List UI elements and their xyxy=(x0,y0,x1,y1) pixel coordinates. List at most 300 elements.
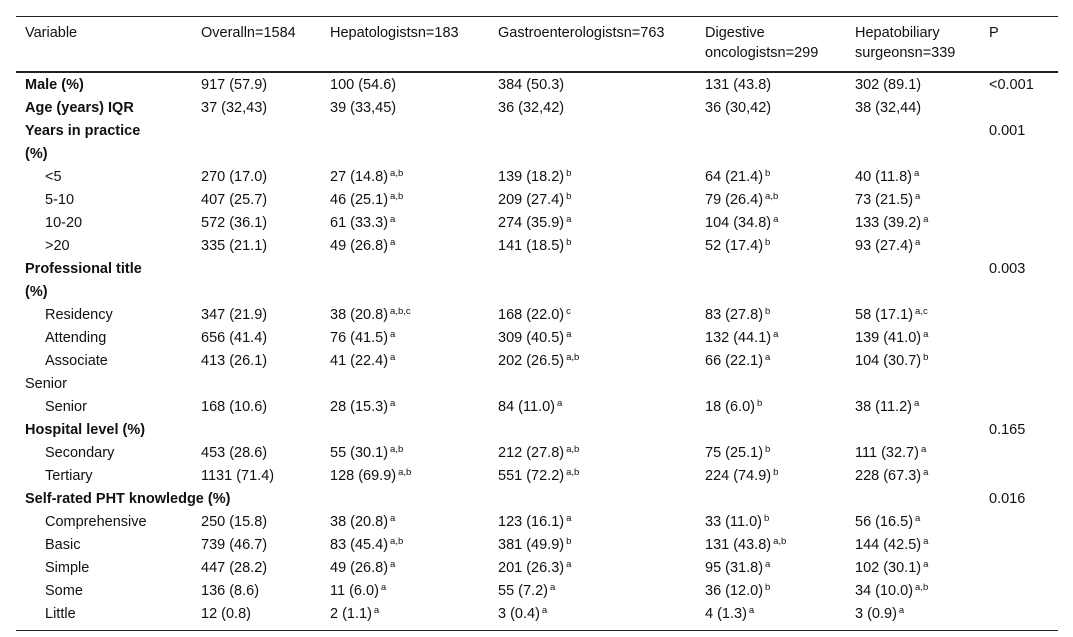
cell-p-value xyxy=(980,489,1058,512)
cell-hepatologists xyxy=(321,374,489,397)
cell-value: <0.001 xyxy=(989,77,1034,93)
cell-hepatologists xyxy=(321,466,489,489)
cell-digestive-oncologists xyxy=(696,420,846,443)
cell-value: 168 (22.0) xyxy=(498,307,565,323)
cell-value: 141 (18.5) xyxy=(498,238,565,254)
cell-digestive-oncologists xyxy=(696,512,846,535)
cell-value: 202 (26.5) xyxy=(498,353,565,369)
table-row xyxy=(16,351,1058,374)
cell-value: 453 (28.6) xyxy=(201,445,268,461)
significance-marker: a xyxy=(390,352,396,363)
cell-value: Simple xyxy=(45,560,90,576)
cell-overall xyxy=(192,581,321,604)
significance-marker: b xyxy=(756,398,763,409)
table-row xyxy=(16,374,1058,397)
cell-gastroenterologists xyxy=(489,328,696,351)
cell-variable xyxy=(16,443,192,466)
header-hepatologists: Hepatologistsn=183 xyxy=(321,17,489,73)
significance-marker: b xyxy=(765,582,771,593)
cell-overall xyxy=(192,259,321,282)
cell-hepatologists xyxy=(321,535,489,558)
cell-variable xyxy=(16,328,192,351)
cell-value: 33 (11.0) xyxy=(705,514,762,530)
cell-value: 3 (0.4) xyxy=(498,606,540,622)
significance-marker: a xyxy=(373,605,380,616)
cell-hepatobiliary-surgeons xyxy=(846,397,980,420)
significance-marker: b xyxy=(773,467,779,478)
cell-value: 83 (45.4) xyxy=(330,537,389,553)
cell-hepatobiliary-surgeons xyxy=(846,98,980,121)
cell-value: 36 (12.0) xyxy=(705,583,764,599)
cell-digestive-oncologists xyxy=(696,535,846,558)
cell-value: Professional title xyxy=(25,261,142,277)
cell-variable xyxy=(16,351,192,374)
cell-p-value xyxy=(980,72,1058,98)
cell-value: 335 (21.1) xyxy=(201,238,268,254)
cell-gastroenterologists xyxy=(489,259,696,282)
cell-value: 381 (49.9) xyxy=(498,537,565,553)
cell-digestive-oncologists xyxy=(696,167,846,190)
cell-overall xyxy=(192,98,321,121)
cell-gastroenterologists xyxy=(489,489,696,512)
cell-p-value xyxy=(980,397,1058,420)
cell-p-value xyxy=(980,282,1058,305)
cell-hepatobiliary-surgeons xyxy=(846,512,980,535)
cell-value: Some xyxy=(45,583,83,599)
significance-marker: b xyxy=(923,352,929,363)
cell-p-value xyxy=(980,259,1058,282)
significance-marker: a,b xyxy=(398,467,412,478)
significance-marker: a,b,c xyxy=(390,306,411,317)
cell-hepatologists xyxy=(321,213,489,236)
cell-value: 384 (50.3) xyxy=(498,77,565,93)
cell-overall xyxy=(192,443,321,466)
cell-value: 309 (40.5) xyxy=(498,330,565,346)
significance-marker: a,b xyxy=(566,444,580,455)
significance-marker: a xyxy=(915,237,921,248)
cell-digestive-oncologists xyxy=(696,213,846,236)
cell-p-value xyxy=(980,98,1058,121)
cell-overall xyxy=(192,305,321,328)
cell-value: 102 (30.1) xyxy=(855,560,922,576)
cell-variable xyxy=(16,558,192,581)
cell-digestive-oncologists xyxy=(696,72,846,98)
cell-overall xyxy=(192,72,321,98)
cell-overall xyxy=(192,512,321,535)
significance-marker: a xyxy=(923,467,929,478)
cell-value: 55 (7.2) xyxy=(498,583,548,599)
cell-hepatologists xyxy=(321,489,489,512)
cell-value: 201 (26.3) xyxy=(498,560,565,576)
cell-p-value xyxy=(980,121,1058,144)
table-row xyxy=(16,305,1058,328)
cell-gastroenterologists xyxy=(489,351,696,374)
cell-value: Senior xyxy=(25,376,67,392)
significance-marker: b xyxy=(566,536,572,547)
cell-value: 38 (20.8) xyxy=(330,307,389,323)
table-row xyxy=(16,282,1058,305)
header-row xyxy=(16,17,1058,73)
cell-digestive-oncologists xyxy=(696,558,846,581)
significance-marker: a xyxy=(765,559,771,570)
significance-marker: a xyxy=(923,559,929,570)
significance-marker: b xyxy=(765,306,771,317)
significance-marker: a xyxy=(566,214,572,225)
table-row xyxy=(16,535,1058,558)
cell-value: 36 (30,42) xyxy=(705,100,772,116)
cell-hepatobiliary-surgeons xyxy=(846,282,980,305)
table-container xyxy=(16,16,1058,631)
cell-value: 40 (11.8) xyxy=(855,169,912,185)
cell-overall xyxy=(192,420,321,443)
cell-value: Residency xyxy=(45,307,113,323)
cell-value: 46 (25.1) xyxy=(330,192,389,208)
cell-value: 56 (16.5) xyxy=(855,514,914,530)
cell-value: 10-20 xyxy=(45,215,83,231)
cell-digestive-oncologists xyxy=(696,236,846,259)
cell-hepatologists xyxy=(321,121,489,144)
cell-value: 64 (21.4) xyxy=(705,169,764,185)
cell-gastroenterologists xyxy=(489,466,696,489)
cell-variable xyxy=(16,397,192,420)
cell-digestive-oncologists xyxy=(696,98,846,121)
cell-p-value xyxy=(980,581,1058,604)
cell-gastroenterologists xyxy=(489,167,696,190)
cell-value: 12 (0.8) xyxy=(201,606,251,622)
cell-hepatobiliary-surgeons xyxy=(846,236,980,259)
cell-p-value xyxy=(980,512,1058,535)
significance-marker: a xyxy=(390,329,396,340)
cell-overall xyxy=(192,558,321,581)
cell-hepatologists xyxy=(321,443,489,466)
cell-gastroenterologists xyxy=(489,420,696,443)
cell-value: 250 (15.8) xyxy=(201,514,268,530)
cell-value: 274 (35.9) xyxy=(498,215,565,231)
cell-digestive-oncologists xyxy=(696,190,846,213)
cell-digestive-oncologists xyxy=(696,397,846,420)
table-row xyxy=(16,167,1058,190)
cell-value: 93 (27.4) xyxy=(855,238,914,254)
significance-marker: a xyxy=(923,214,929,225)
table-row xyxy=(16,512,1058,535)
cell-value: 212 (27.8) xyxy=(498,445,565,461)
header-overall: Overalln=1584 xyxy=(192,17,321,73)
header-hepatobiliary-surgeons: Hepatobiliary surgeonsn=339 xyxy=(846,17,980,73)
significance-marker: a xyxy=(773,214,779,225)
cell-hepatologists xyxy=(321,420,489,443)
data-table xyxy=(16,16,1058,631)
cell-value: 551 (72.2) xyxy=(498,468,565,484)
cell-variable xyxy=(16,121,192,144)
cell-value: 38 (20.8) xyxy=(330,514,389,530)
cell-value: 656 (41.4) xyxy=(201,330,268,346)
cell-value: 132 (44.1) xyxy=(705,330,772,346)
cell-value: Hospital level (%) xyxy=(25,422,146,438)
cell-value: 224 (74.9) xyxy=(705,468,772,484)
significance-marker: b xyxy=(566,237,572,248)
cell-hepatobiliary-surgeons xyxy=(846,420,980,443)
cell-value: 111 (32.7) xyxy=(855,445,919,461)
cell-overall xyxy=(192,328,321,351)
cell-value: Male (%) xyxy=(25,77,84,93)
cell-p-value xyxy=(980,420,1058,443)
cell-p-value xyxy=(980,213,1058,236)
header-digestive-oncologists: Digestive oncologistsn=299 xyxy=(696,17,846,73)
cell-gastroenterologists xyxy=(489,190,696,213)
significance-marker: a xyxy=(923,329,929,340)
cell-value: 0.001 xyxy=(989,123,1026,139)
cell-value: 41 (22.4) xyxy=(330,353,389,369)
significance-marker: a,c xyxy=(915,306,928,317)
cell-p-value xyxy=(980,443,1058,466)
cell-hepatobiliary-surgeons xyxy=(846,466,980,489)
cell-value: 100 (54.6) xyxy=(330,77,397,93)
cell-hepatologists xyxy=(321,167,489,190)
table-header xyxy=(16,17,1058,73)
cell-value: Basic xyxy=(45,537,81,553)
cell-hepatobiliary-surgeons xyxy=(846,604,980,631)
cell-hepatologists xyxy=(321,397,489,420)
cell-value: 917 (57.9) xyxy=(201,77,268,93)
cell-value: 2 (1.1) xyxy=(330,606,372,622)
cell-hepatologists xyxy=(321,190,489,213)
cell-value: 139 (18.2) xyxy=(498,169,565,185)
cell-hepatobiliary-surgeons xyxy=(846,121,980,144)
significance-marker: a xyxy=(556,398,563,409)
cell-p-value xyxy=(980,535,1058,558)
table-row xyxy=(16,259,1058,282)
significance-marker: a xyxy=(915,191,921,202)
cell-gastroenterologists xyxy=(489,397,696,420)
significance-marker: a,b xyxy=(390,191,404,202)
cell-variable xyxy=(16,581,192,604)
cell-value: 61 (33.3) xyxy=(330,215,389,231)
cell-value: 131 (43.8) xyxy=(705,77,772,93)
cell-value: 49 (26.8) xyxy=(330,238,389,254)
cell-value: 739 (46.7) xyxy=(201,537,268,553)
cell-hepatobiliary-surgeons xyxy=(846,489,980,512)
header-p-value: P xyxy=(980,17,1058,73)
cell-value: 95 (31.8) xyxy=(705,560,764,576)
cell-gastroenterologists xyxy=(489,144,696,167)
cell-value: Age (years) IQR xyxy=(25,100,134,116)
cell-digestive-oncologists xyxy=(696,305,846,328)
table-row xyxy=(16,328,1058,351)
cell-value: 407 (25.7) xyxy=(201,192,268,208)
cell-p-value xyxy=(980,167,1058,190)
cell-value: 168 (10.6) xyxy=(201,399,268,415)
cell-gastroenterologists xyxy=(489,98,696,121)
significance-marker: a xyxy=(920,444,927,455)
cell-p-value xyxy=(980,351,1058,374)
cell-value: Secondary xyxy=(45,445,115,461)
table-body xyxy=(16,72,1058,631)
significance-marker: a,b xyxy=(566,352,580,363)
cell-digestive-oncologists xyxy=(696,581,846,604)
cell-value: 572 (36.1) xyxy=(201,215,268,231)
cell-value: 302 (89.1) xyxy=(855,77,922,93)
significance-marker: a xyxy=(549,582,556,593)
cell-value: 5-10 xyxy=(45,192,75,208)
cell-p-value xyxy=(980,374,1058,397)
significance-marker: b xyxy=(763,513,770,524)
table-row xyxy=(16,420,1058,443)
significance-marker: a xyxy=(773,329,779,340)
cell-gastroenterologists xyxy=(489,558,696,581)
cell-gastroenterologists xyxy=(489,236,696,259)
cell-hepatologists xyxy=(321,282,489,305)
significance-marker: a xyxy=(898,605,905,616)
table-row xyxy=(16,121,1058,144)
significance-marker: a xyxy=(541,605,548,616)
cell-value: 123 (16.1) xyxy=(498,514,565,530)
cell-overall xyxy=(192,144,321,167)
cell-overall xyxy=(192,236,321,259)
table-row xyxy=(16,489,1058,512)
cell-overall xyxy=(192,167,321,190)
cell-hepatobiliary-surgeons xyxy=(846,351,980,374)
cell-hepatologists xyxy=(321,604,489,631)
significance-marker: a,b xyxy=(566,467,580,478)
cell-variable xyxy=(16,374,192,397)
cell-overall xyxy=(192,282,321,305)
significance-marker: c xyxy=(566,306,571,317)
significance-marker: a xyxy=(748,605,755,616)
cell-value: Years in practice xyxy=(25,123,141,139)
cell-value: Little xyxy=(45,606,76,622)
cell-gastroenterologists xyxy=(489,121,696,144)
cell-digestive-oncologists xyxy=(696,489,846,512)
cell-hepatobiliary-surgeons xyxy=(846,190,980,213)
cell-value: 34 (10.0) xyxy=(855,583,914,599)
cell-digestive-oncologists xyxy=(696,259,846,282)
table-row xyxy=(16,443,1058,466)
cell-value: 75 (25.1) xyxy=(705,445,764,461)
cell-value: 209 (27.4) xyxy=(498,192,565,208)
table-row xyxy=(16,144,1058,167)
cell-variable xyxy=(16,305,192,328)
significance-marker: a xyxy=(915,513,921,524)
cell-variable xyxy=(16,167,192,190)
significance-marker: a,b xyxy=(915,582,929,593)
cell-hepatobiliary-surgeons xyxy=(846,374,980,397)
cell-hepatologists xyxy=(321,558,489,581)
cell-gastroenterologists xyxy=(489,213,696,236)
cell-gastroenterologists xyxy=(489,604,696,631)
table-row xyxy=(16,581,1058,604)
cell-value: (%) xyxy=(25,284,48,300)
cell-variable xyxy=(16,144,192,167)
cell-hepatologists xyxy=(321,259,489,282)
cell-p-value xyxy=(980,558,1058,581)
cell-value: 76 (41.5) xyxy=(330,330,389,346)
cell-hepatobiliary-surgeons xyxy=(846,328,980,351)
cell-hepatologists xyxy=(321,72,489,98)
cell-value: (%) xyxy=(25,146,48,162)
significance-marker: a xyxy=(390,398,396,409)
cell-value: 104 (34.8) xyxy=(705,215,772,231)
cell-variable xyxy=(16,466,192,489)
cell-variable xyxy=(16,489,231,512)
cell-variable xyxy=(16,512,192,535)
cell-value: <5 xyxy=(45,169,62,185)
header-gastroenterologists: Gastroenterologistsn=763 xyxy=(489,17,696,73)
cell-value: Senior xyxy=(45,399,87,415)
cell-value: 3 (0.9) xyxy=(855,606,897,622)
cell-value: 1131 (71.4) xyxy=(201,468,275,484)
cell-value: 49 (26.8) xyxy=(330,560,389,576)
cell-value: 144 (42.5) xyxy=(855,537,922,553)
cell-overall xyxy=(192,213,321,236)
cell-hepatologists xyxy=(321,305,489,328)
significance-marker: a,b xyxy=(765,191,779,202)
cell-value: Comprehensive xyxy=(45,514,147,530)
significance-marker: b xyxy=(765,237,771,248)
cell-p-value xyxy=(980,466,1058,489)
cell-variable xyxy=(16,259,192,282)
cell-variable xyxy=(16,535,192,558)
table-row xyxy=(16,397,1058,420)
cell-variable xyxy=(16,190,192,213)
cell-digestive-oncologists xyxy=(696,328,846,351)
cell-value: 52 (17.4) xyxy=(705,238,764,254)
cell-value: Attending xyxy=(45,330,107,346)
cell-value: 36 (32,42) xyxy=(498,100,565,116)
table-row xyxy=(16,213,1058,236)
cell-hepatologists xyxy=(321,144,489,167)
cell-gastroenterologists xyxy=(489,443,696,466)
cell-value: 39 (33,45) xyxy=(330,100,397,116)
cell-hepatologists xyxy=(321,581,489,604)
significance-marker: b xyxy=(566,191,572,202)
cell-digestive-oncologists xyxy=(696,374,846,397)
cell-hepatobiliary-surgeons xyxy=(846,535,980,558)
cell-variable xyxy=(16,72,192,98)
table-row xyxy=(16,98,1058,121)
cell-value: 136 (8.6) xyxy=(201,583,260,599)
cell-value: 66 (22.1) xyxy=(705,353,764,369)
cell-hepatobiliary-surgeons xyxy=(846,443,980,466)
cell-value: 27 (14.8) xyxy=(330,169,389,185)
cell-p-value xyxy=(980,190,1058,213)
cell-value: 58 (17.1) xyxy=(855,307,914,323)
cell-digestive-oncologists xyxy=(696,604,846,631)
cell-value: 128 (69.9) xyxy=(330,468,397,484)
cell-overall xyxy=(192,351,321,374)
cell-p-value xyxy=(980,236,1058,259)
cell-value: Tertiary xyxy=(45,468,93,484)
cell-gastroenterologists xyxy=(489,581,696,604)
cell-value: 28 (15.3) xyxy=(330,399,389,415)
cell-value: 37 (32,43) xyxy=(201,100,268,116)
cell-overall xyxy=(192,374,321,397)
table-row xyxy=(16,236,1058,259)
significance-marker: b xyxy=(566,168,572,179)
cell-value: 73 (21.5) xyxy=(855,192,914,208)
significance-marker: a,b xyxy=(773,536,787,547)
cell-hepatobiliary-surgeons xyxy=(846,72,980,98)
cell-value: 104 (30.7) xyxy=(855,353,922,369)
cell-value: 413 (26.1) xyxy=(201,353,268,369)
cell-value: 38 (32,44) xyxy=(855,100,922,116)
cell-value: 18 (6.0) xyxy=(705,399,755,415)
table-row xyxy=(16,190,1058,213)
cell-overall xyxy=(192,604,321,631)
cell-digestive-oncologists xyxy=(696,282,846,305)
cell-value: 139 (41.0) xyxy=(855,330,922,346)
significance-marker: a xyxy=(566,559,572,570)
cell-overall xyxy=(192,397,321,420)
